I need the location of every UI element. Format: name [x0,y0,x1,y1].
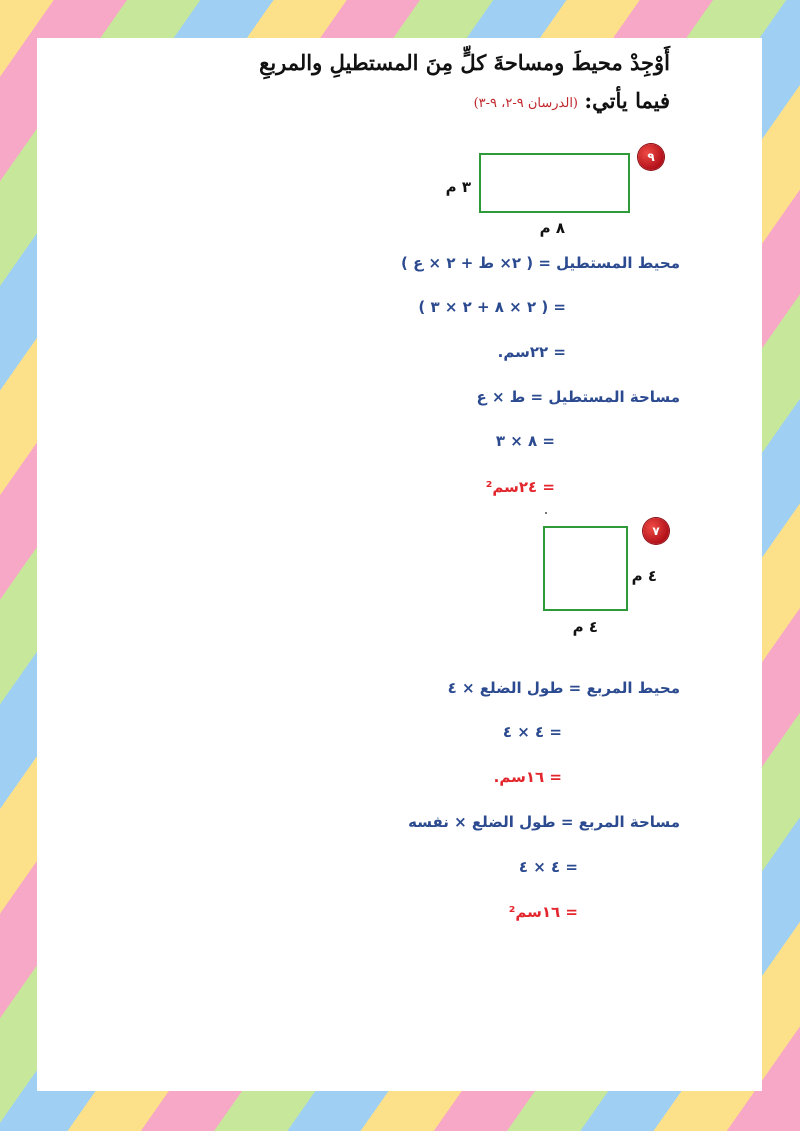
rectangle-area-result: = ٢٤سم² [485,478,555,496]
rectangle-shape [479,153,630,213]
rectangle-area-formula: مساحة المستطيل = ط × ع [476,388,680,406]
stray-mark [545,512,547,514]
square-perimeter-result: = ١٦سم. [493,768,562,786]
square-perimeter-formula: محيط المربع = طول الضلع × ٤ [447,679,680,697]
square-area-substitution: = ٤ × ٤ [518,858,578,876]
rectangle-area-substitution: = ٨ × ٣ [495,432,555,450]
rectangle-perimeter-formula: محيط المستطيل = ( ٢× ط + ٢ × ع ) [401,254,680,272]
instruction-title-line2: فيما يأتي: [584,88,670,113]
square-perimeter-substitution: = ٤ × ٤ [502,723,562,741]
square-area-formula: مساحة المربع = طول الضلع × نفسه [408,813,680,831]
square-area-result: = ١٦سم² [508,903,578,921]
rectangle-length-label: ٨ م [539,219,565,237]
instruction-title-line1: أَوْجِدْ محيطَ ومساحةَ كلٍّ مِنَ المستطيلِ والمربعِ [259,50,670,75]
square-side-label: ٤ م [631,567,657,585]
rectangle-perimeter-substitution: = ( ٢ × ٨ + ٢ × ٣ ) [418,298,566,316]
problem-number-badge: ٩ [638,144,664,170]
rectangle-perimeter-result: = ٢٢سم. [497,343,566,361]
worksheet-page [37,38,762,1091]
rectangle-width-label: ٣ م [445,178,471,196]
problem-number-badge: ٧ [643,518,669,544]
square-bottom-label: ٤ م [572,618,598,636]
square-shape [543,526,628,611]
lessons-reference: (الدرسان ٩-٢، ٩-٣) [473,96,578,111]
